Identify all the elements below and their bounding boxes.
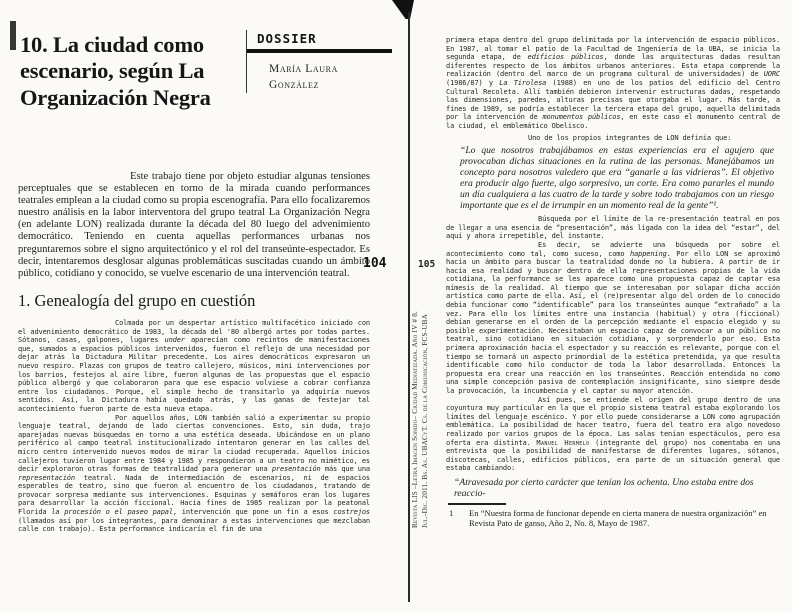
journal-imprint-line: Revista LIS –Letra Imagen Sonido– Ciudad Mediatizada. Año IV # 8.: [411, 311, 419, 528]
body-paragraph: Así pues, se entiende el origen del grupo dentro de una coyuntura muy particular en la que el propio sistema teatral estaba explorando los límites del lenguaje escénico. Y por ello puede considerarse a LON como agrupación emblemática. La posibilidad de hacer teatro, fuera del teatro era algo novedoso realizado por varios grupos de la época. Las salas tenían espectáculos, pero esa oferta era distinta. Manuel Hermelo (integrante del grupo) nos comentaba en una entrevista que la posibilidad de manifestarse de diferentes lugares, sótanos, discotecas, calles, edificios públicos, era parte de un situación general que estaba cambiando:: [446, 395, 781, 473]
dossier-label: DOSSIER: [257, 31, 317, 46]
footnote-rule: [448, 503, 506, 505]
gutter-shadow-wedge: [392, 0, 414, 19]
footnote-text: En “Nuestra forma de funcionar depende en cierta manera de nuestra organización” en Revista Pato de ganso, Año 2, No. 8, Mayo de 1987.: [469, 507, 767, 528]
page-number-right: 105: [418, 259, 436, 270]
article-title: 10. La ciudad como escenario, según La Organización Negra: [20, 32, 211, 110]
body-paragraph: Colmada por un despertar artístico multifacético iniciado con el advenimiento democrático de 1983, la década del '80 albergó artes por todas partes. Sótanos, casas, galpones, lugares under aparecían como recintos de manifestaciones que, sumados a espacios públicos intervenidos, fueron el reflejo de una necesidad por dejar atrás la Dictadura Militar precedente. Los aires democráticos expresaron un nuevo respiro. Plazas con grupos de teatro callejero, músicos, mini intervenciones por los barrios, festejos al aire libre, fueron algunas de las propuestas que el espacio público albergó y que colaboraron para que ese espacio volviese a cobrar confianza entre los ciudadanos. Porque, el simple hecho de transitarlo ya adquiría nuevos sentidos. Así, la Dictadura había quedado atrás, y las ganas de festejar tal acontecimiento fueron parte de esta nueva etapa.: [18, 319, 370, 413]
page-number-left: 104: [363, 256, 387, 271]
dossier-box: [246, 30, 392, 93]
right-page-body: [446, 36, 780, 528]
footnote-number: 1: [449, 507, 454, 518]
scan-artifact-mark: [10, 21, 16, 50]
quote-lead-in: Uno de los propios integrantes de LON definía que:: [528, 133, 732, 142]
block-quote-continued: “Atravesada por cierto carácter que tenían los ochenta. Uno estaba entre dos reaccio-: [454, 476, 754, 499]
body-paragraph: Por aquellos años, LON también salió a experimentar su propio lenguaje teatral, dejando de lado ciertas convenciones. Esto, sin duda, trajo aparejadas nuevas búsquedas en torno a una estética deseada. Ubicándose en un plano periférico al campo teatral institucionalizado intentaron generar en las calles del micro centro intervenido nuevos modos de mirar la ciudad recuperada. Aquellos inicios callejeros tuvieron lugar entre 1984 y 1985 y respondieron a un teatro no mimético, es decir exploraron otras formas de teatralidad para generar una presentación más que una representación teatral. Nada de intermediación de escenarios, ni de espacios esperables de teatro, sino que fueron al encuentro de los ciudadanos, tratando de provocar sorpresa mediante sus intervenciones. Esquinas y semáforos eran los lugares para desarrollar la acción ficcional. Hacia fines de 1985 realizan por la peatonal Florida la procesión o el paseo papal, intervención que pone un fin a esos costrejos (llamados así por los integrantes, para denominar a estas intervenciones que mezclaban calle con trabajo). Esta performance indicaría el fin de una: [18, 413, 370, 534]
body-paragraph: primera etapa dentro del grupo delimitada por la intervención de espacio públicos. En 1987, al tomar el patio de la Facultad de Ingeniería de la UBA, se inicia la segunda etapa, de edificios públicos, donde las arquitecturas dadas resultan diferentes respecto de los ámbitos urbanos anteriores. Esta etapa comprende la realización (dentro del marco de un programa cultural de universidades) de UORC (1986/87) y La Tirolesa (1988) en uno de los patios del edificio del Centro Cultural Recoleta. Allí también debieron intervenir estructuras dadas, respetando las dimensiones, paredes, alturas precisas que otorgaba el lugar. Más tarde, a fines de 1989, se podría establecer la tercera etapa del grupo, aquella delimitada por la intervención de monumentos públicos, en este caso el monumento central de la ciudad, el emblemático Obelisco.: [446, 36, 781, 130]
page-gutter-divider: [408, 12, 410, 602]
footnote: [446, 508, 780, 528]
section-heading: 1. Genealogía del grupo en cuestión: [18, 291, 256, 310]
author-name: María Laura González: [269, 63, 338, 91]
intro-paragraph: Este trabajo tiene por objeto estudiar algunas tensiones perceptuales que se establecen en torno de la mirada cuando performances teatrales emplean a la ciudad como su propia escenografía. Para ello focalizaremos nuestro análisis en la labor interventora del grupo teatral La Organización Negra (en adelante LON) realizada durante la década del 80 luego del advenimiento democrático. Teniendo en cuenta aquellas performances urbanas nos preguntaremos sobre el signo arquitectónico y el rol del transeúnte-espectador. Es decir, intentaremos desglosar algunas problemáticas suscitadas cuando un ámbito público, cotidiano y conocido, se vuelve escenario de una intervención teatral.: [18, 171, 370, 279]
block-quote: “Lo que nosotros trabajábamos en estas experiencias era el agujero que provocaban dichas situaciones en la rutina de las personas. Manejábamos un concepto para nosotros valedero que era “ganarle a las vidrieras”. El objetivo era producir algo fuerte, algo sorpresivo, un corte. Era como pararles el mundo un día cualquiera a las cuatro de la tarde y sobre todo trabajamos con un riesgo importante que es el de irrumpir en un momento real de la gente”¹.: [460, 145, 774, 212]
journal-imprint-line: Jul.-Dic. 2011. Bs. As. UBACyT. Cs. de la Comunicación, FCS-UBA: [420, 313, 429, 528]
left-page-body: [18, 319, 370, 534]
journal-imprint-sidebar: [411, 282, 433, 528]
body-paragraph: Búsqueda por el límite de la re-presentación teatral en pos de llegar a una esencia de “presentación”, más ligada con la idea del “estar”, del aquí y ahora irrepetible, del instante.: [446, 215, 780, 241]
body-paragraph: Es decir, se advierte una búsqueda por sobre el acontecimiento como tal, como suceso, como happening. Por ello LON se aproximó hacia un ámbito para buscar la teatralidad donde no la hubiera. A partir de ir hacia esa realidad y buscar dentro de ella representaciones propias de la vida cotidiana, la performance se les aparece como una propuesta capaz de captar esa mímesis de la realidad. Al tiempo que se interesaban por solapar dicha acción artística como parte de ella. Así, el (re)presentar algo del orden de lo conocido debía funcionar como “identificable” para los transeúntes aunque “extrañado” a la vez. Para ello los límites entre una instancia (habitual) y otra (ficcional) debían generarse en el orden de la percepción mediante el espacio elegido y su posible experimentación. Necesitaban un espacio capaz de convocar a un público no teatral, sino cotidiano en situación cotidiana, y sorprenderlo por eso. Esta primera aproximación hacia el espectador y su reacción es relevante, porque con el tiempo se tornará un aspecto primordial de la estética pretendida, ya que resulta identificable como hilo conductor de toda la labor desarrollada. Entonces la propuesta era crear una reacción en los transeúntes. Reacción entendida no como una simple concepción pasiva de contemplación insignificante, sino siempre desde la provocación, la incumbencia y el captar su mayor atención.: [446, 240, 780, 395]
